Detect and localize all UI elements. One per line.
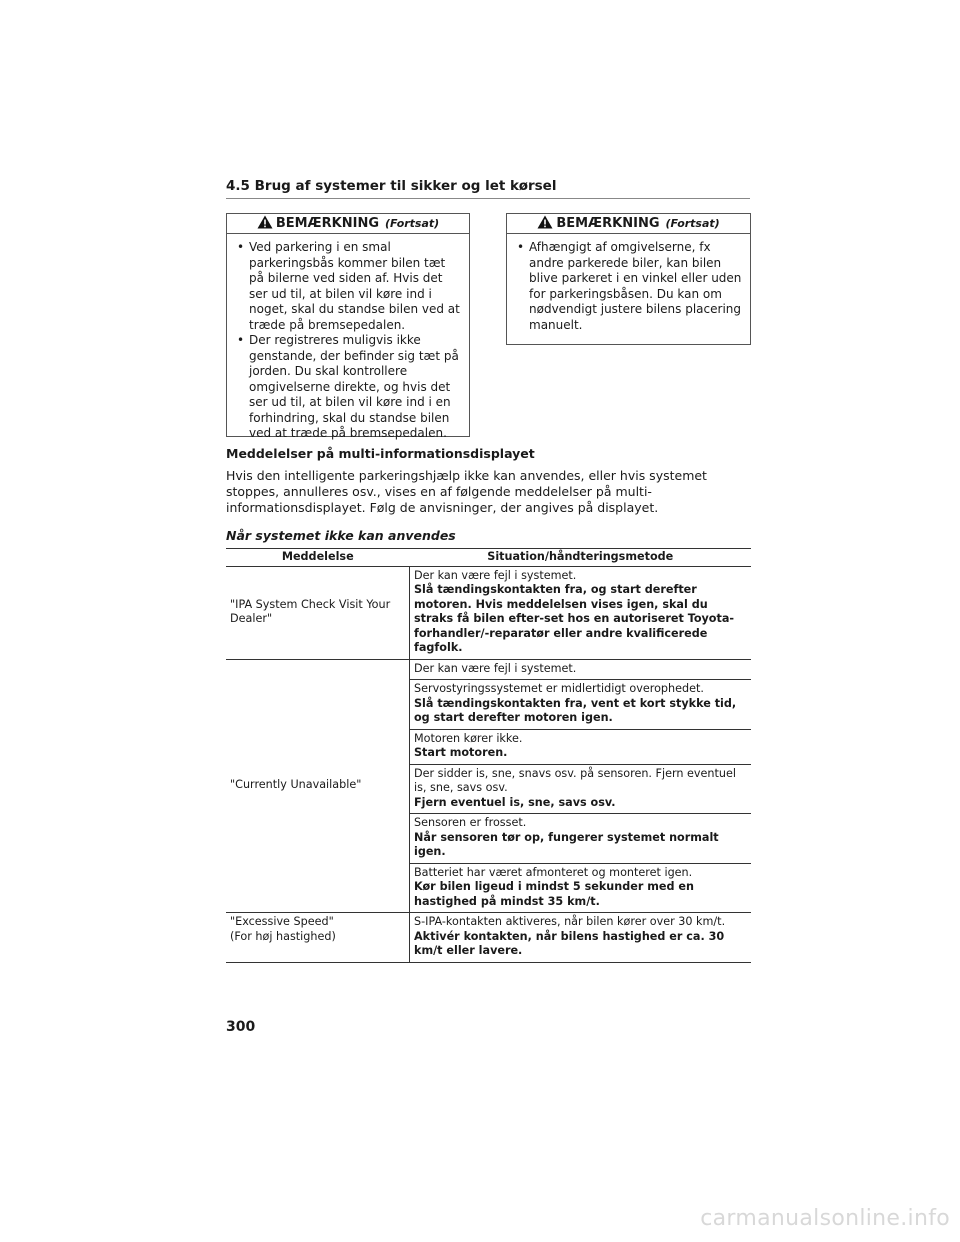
notice-box-left <box>226 213 470 440</box>
situation-cell <box>410 680 752 730</box>
notice-list <box>507 234 750 339</box>
subheading: Meddelelser på multi-informationsdisplayet <box>226 446 535 461</box>
table-row <box>226 913 751 963</box>
situation-cell <box>410 764 752 814</box>
section-title: 4.5 Brug af systemer til sikker og let kørsel <box>226 178 750 199</box>
action-text: Aktivér kontakten, når bilens hastighed er ca. 30 km/t eller lavere. <box>414 929 725 957</box>
action-text: Slå tændingskontakten fra, og start derefter motoren. Hvis meddelelsen vises igen, skal du straks få bilen efter-set hos en autoriseret Toyota-forhandler/-reparatør eller andre kvalificerede fagfolk. <box>414 583 735 654</box>
action-text: Start motoren. <box>414 746 508 759</box>
situation-cell <box>410 863 752 913</box>
warning-icon <box>537 215 553 233</box>
warning-icon <box>257 215 273 233</box>
table-row <box>226 659 751 680</box>
situation-text: Sensoren er frosset. <box>414 816 527 829</box>
situation-cell <box>410 566 752 659</box>
situation-text: Der kan være fejl i systemet. <box>414 661 577 675</box>
situation-text: Batteriet har været afmonteret og monteret igen. <box>414 865 693 879</box>
notice-item: • Afhængigt af omgivelserne, fx andre parkerede biler, kan bilen blive parkeret i en vinkel eller uden for parkeringsbåsen. Du kan om nødvendigt justere bilens placering manuelt. <box>515 240 742 333</box>
page-number: 300 <box>226 1019 256 1035</box>
table-header-row <box>226 549 751 567</box>
situation-cell <box>410 659 752 680</box>
notice-title: BEMÆRKNING <box>556 216 660 231</box>
situation-cell <box>410 729 752 764</box>
situation-text: Der kan være fejl i systemet. <box>414 568 577 582</box>
notice-title: BEMÆRKNING <box>275 216 379 231</box>
notice-item: • Der registreres muligvis ikke genstande, der befinder sig tæt på jorden. Du skal kontrollere omgivelserne direkte, og hvis det ser ud til, at bilen vil køre ind i en forhindring, skal du standse bilen ved at træde på bremsepedalen. <box>235 333 461 442</box>
table-heading: Når systemet ikke kan anvendes <box>226 528 456 543</box>
message-translation: (For høj hastighed) <box>230 929 336 943</box>
table-row <box>226 566 751 659</box>
situation-cell <box>410 814 752 864</box>
notice-item: • Ved parkering i en smal parkeringsbås kommer bilen tæt på bilerne ved siden af. Hvis det ser ud til, at bilen vil køre ind i noget, skal du standse bilen ved at træde på bremsepedalen. <box>235 240 461 333</box>
situation-text: Servostyringssystemet er midlertidigt overophedet. <box>414 682 704 695</box>
situation-text: S-IPA-kontakten aktiveres, når bilen kører over 30 km/t. <box>414 915 726 928</box>
situation-text: Motoren kører ikke. <box>414 731 523 745</box>
message-cell: "IPA System Check Visit Your Dealer" <box>226 566 410 659</box>
column-header: Meddelelse <box>226 549 410 567</box>
situation-text: Der sidder is, sne, snavs osv. på sensoren. Fjern eventuel is, sne, savs osv. <box>414 766 736 794</box>
notice-box-right <box>506 213 751 345</box>
message-table <box>226 548 751 963</box>
message-cell: "Currently Unavailable" <box>226 659 410 913</box>
notice-continued: (Fortsat) <box>385 217 440 230</box>
notice-header <box>507 214 750 234</box>
action-text: Fjern eventuel is, sne, savs osv. <box>414 795 616 809</box>
notice-continued: (Fortsat) <box>665 217 720 230</box>
watermark: carmanualsonline.info <box>700 1206 950 1231</box>
intro-paragraph: Hvis den intelligente parkeringshjælp ikke kan anvendes, eller hvis systemet stoppes, annulleres osv., vises en af følgende meddelelser på multi-informationsdisplayet. Følg de anvisninger, der angives på displayet. <box>226 468 707 515</box>
action-text: Kør bilen ligeud i mindst 5 sekunder med en hastighed på mindst 35 km/t. <box>414 880 694 908</box>
message-text: "Excessive Speed" <box>230 915 334 928</box>
situation-cell <box>410 913 752 963</box>
action-text: Slå tændingskontakten fra, vent et kort stykke tid, og start derefter motoren igen. <box>414 696 737 724</box>
message-cell <box>226 913 410 963</box>
notice-header <box>227 214 469 234</box>
notice-list <box>227 234 469 448</box>
action-text: Når sensoren tør op, fungerer systemet normalt igen. <box>414 830 719 858</box>
column-header: Situation/håndteringsmetode <box>410 549 752 567</box>
